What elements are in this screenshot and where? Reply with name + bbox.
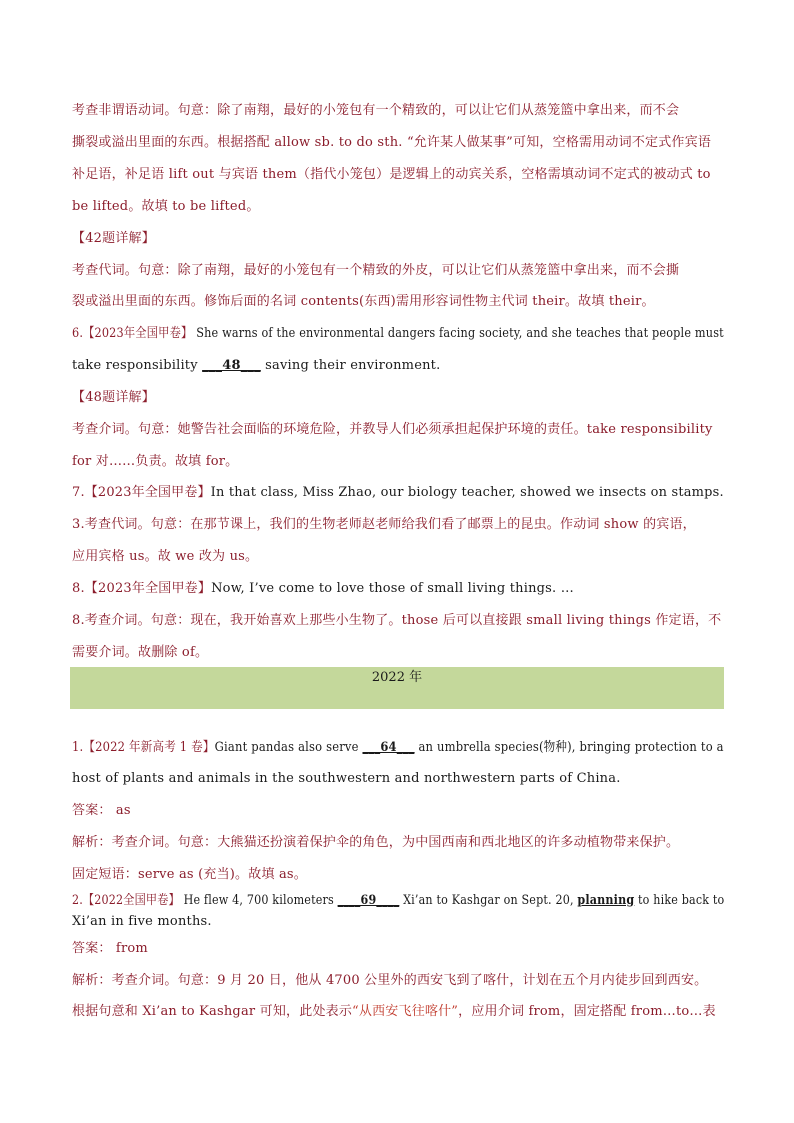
q48-explanation: for 对……负责。故填 for。 — [72, 454, 239, 469]
question-1-explanation: 固定短语：serve as (充当)。故填 as。 — [72, 867, 308, 882]
question-text: to hike back to — [634, 893, 725, 908]
question-source: 2.【2022全国甲卷】 — [72, 893, 180, 908]
question-source: 6.【2023年全国甲卷】 — [72, 326, 193, 341]
question-1-cont: host of plants and animals in the southwestern and northwestern parts of China. — [72, 771, 621, 786]
answer-blank: ____69____ — [337, 893, 400, 908]
question-6-cont — [72, 356, 440, 376]
section-year: 2022 年 — [371, 670, 423, 685]
question-2-cont: Xi’an in five months. — [72, 914, 212, 929]
answer-blank: ___64___ — [362, 740, 415, 755]
question-1-answer: 答案： as — [72, 803, 131, 818]
explanation-line: be lifted。故填 to be lifted。 — [72, 199, 260, 214]
underlined-word: planning — [577, 893, 635, 908]
explanation-line: 考查非谓语动词。句意：除了南翔，最好的小笼包有一个精致的，可以让它们从蒸笼篮中拿出来，而不会 — [72, 103, 680, 118]
question-6 — [72, 324, 724, 344]
question-text: She warns of the environmental dangers facing society, and she teaches that people must — [192, 326, 724, 341]
question-7 — [72, 483, 724, 503]
explanation-text: 根据句意和 Xi’an to Kashgar 可知，此处表示 — [72, 1004, 353, 1019]
section-banner-2022 — [70, 667, 724, 709]
question-text: He flew 4, 700 kilometers — [179, 893, 338, 908]
question-7-answer: 应用宾格 us。故 we 改为 us。 — [72, 549, 259, 564]
question-2-explanation: 解析：考查介词。句意：9 月 20 日，他从 4700 公里外的西安飞到了喀什，计划在五个月内徒步回到西安。 — [72, 973, 708, 988]
question-text: In that class, Miss Zhao, our biology teacher, showed we insects on stamps. — [210, 485, 724, 500]
question-source: 8.【2023年全国甲卷】 — [72, 581, 212, 596]
question-1-explanation: 解析：考查介词。句意：大熊猫还扮演着保护伞的角色，为中国西南和西北地区的许多动植物带来保护。 — [72, 835, 680, 850]
question-7-answer: 3.考查代词。句意：在那节课上，我们的生物老师赵老师给我们看了邮票上的昆虫。作动词 show 的宾语， — [72, 517, 696, 532]
q42-explanation: 考查代词。句意：除了南翔，最好的小笼包有一个精致的外皮，可以让它们从蒸笼篮中拿出来，而不会撕 — [72, 263, 680, 278]
question-2 — [72, 891, 724, 911]
q42-heading: 【42题详解】 — [72, 231, 155, 246]
question-1 — [72, 738, 724, 758]
explanation-line: 撕裂或溢出里面的东西。根据搭配 allow sb. to do sth. “允许某人做某事”可知，空格需用动词不定式作宾语 — [72, 135, 712, 150]
question-8-answer: 需要介词。故删除 of。 — [72, 645, 209, 660]
question-text: Now, I’ve come to love those of small living things. … — [211, 581, 574, 596]
question-source: 7.【2023年全国甲卷】 — [72, 485, 211, 500]
question-8 — [72, 579, 574, 599]
explanation-line: 补足语，补足语 lift out 与宾语 them（指代小笼包）是逻辑上的动宾关系，空格需填动词不定式的被动式 to — [72, 167, 711, 182]
q48-explanation: 考查介词。句意：她警告社会面临的环境危险，并教导人们必须承担起保护环境的责任。take responsibility — [72, 422, 713, 437]
question-source: 1.【2022 年新高考 1 卷】 — [72, 740, 215, 755]
q42-explanation: 裂或溢出里面的东西。修饰后面的名词 contents(东西)需用形容词性物主代词 their。故填 their。 — [72, 294, 655, 309]
question-text: take responsibility — [72, 358, 203, 373]
answer-blank: ___48___ — [202, 358, 261, 373]
q48-heading: 【48题详解】 — [72, 390, 155, 405]
highlighted-phrase: “从西安飞往喀什” — [352, 1004, 459, 1019]
question-2-answer: 答案： from — [72, 941, 148, 956]
explanation-text: ，应用介词 from，固定搭配 from…to…表 — [458, 1004, 716, 1019]
question-text: Giant pandas also serve — [214, 740, 363, 755]
question-text: Xi’an to Kashgar on Sept. 20, — [399, 893, 578, 908]
question-2-explanation — [72, 1002, 716, 1022]
question-text: an umbrella species(物种), bringing protection to a — [414, 740, 724, 755]
question-text: saving their environment. — [260, 358, 441, 373]
question-8-answer: 8.考查介词。句意：现在，我开始喜欢上那些小生物了。those 后可以直接跟 small living things 作定语，不 — [72, 613, 722, 628]
